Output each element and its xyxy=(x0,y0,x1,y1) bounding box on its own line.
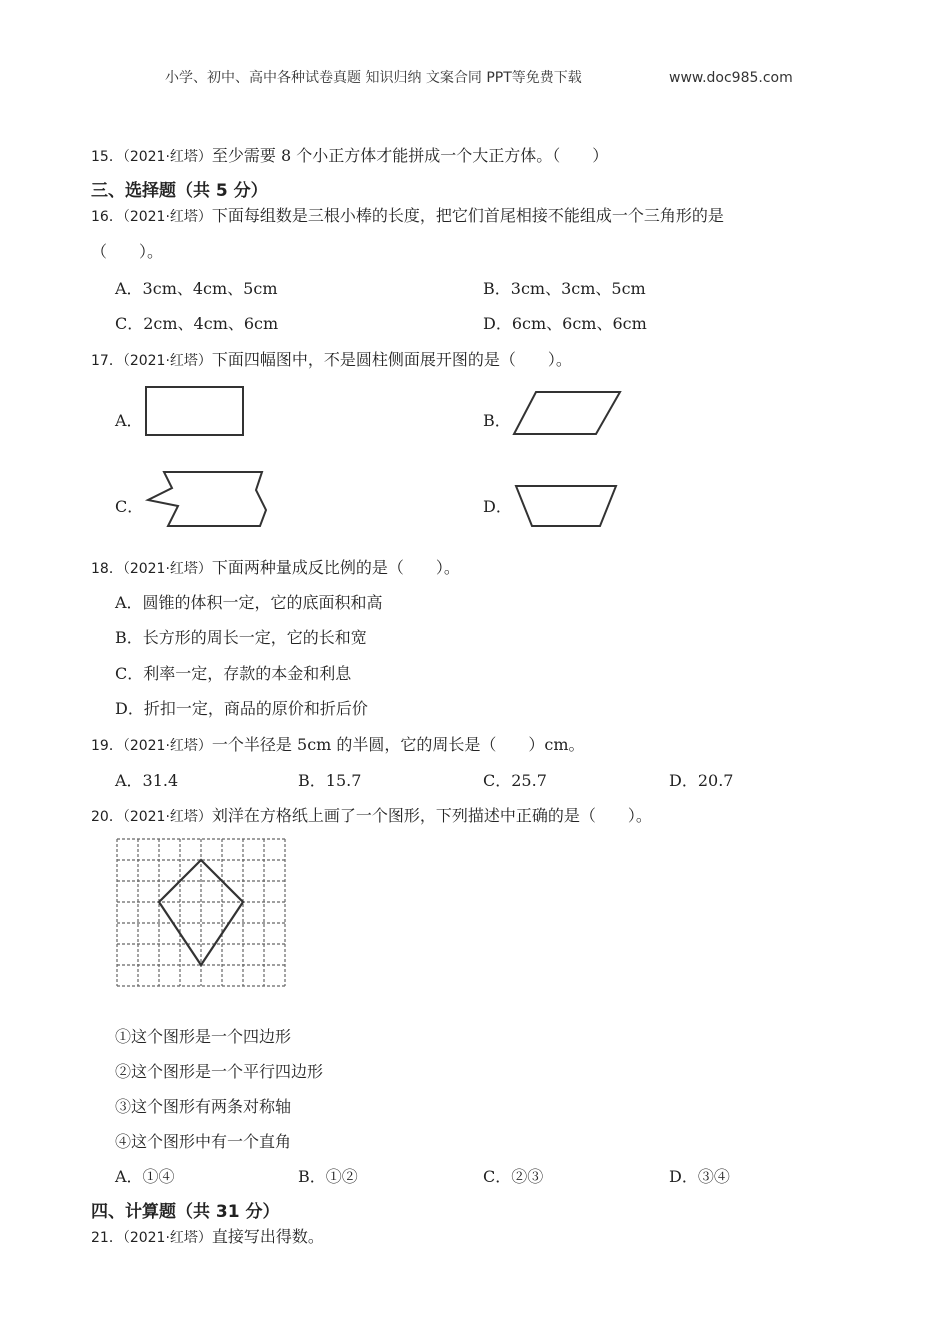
question-tag: （2021·红塔） xyxy=(122,209,212,225)
question-tag: （2021·红塔） xyxy=(122,353,212,369)
option-c: C． xyxy=(115,497,144,516)
question-tag: （2021·红塔） xyxy=(122,809,212,825)
option-d: D．6cm、6cm、6cm xyxy=(483,314,647,333)
option-b: B．15.7 xyxy=(298,771,362,790)
option-d: D．20.7 xyxy=(669,771,734,790)
question-tag: （2021·红塔） xyxy=(122,1230,212,1246)
option-c: C．②③ xyxy=(483,1167,544,1186)
jagged-shape-figure xyxy=(142,466,272,532)
question-text: 下面两种量成反比例的是（ ）。 xyxy=(211,558,460,577)
question-text: 下面每组数是三根小棒的长度，把它们首尾相接不能组成一个三角形的是 xyxy=(211,206,724,225)
option-b: B．①② xyxy=(298,1167,358,1186)
option-a: A．31.4 xyxy=(115,771,179,790)
question-tag: （2021·红塔） xyxy=(122,149,212,165)
question-text: 直接写出得数。 xyxy=(211,1227,324,1246)
rectangle-figure xyxy=(140,380,250,442)
option-d: D．③④ xyxy=(669,1167,730,1186)
option-b: B． xyxy=(483,411,511,430)
option-a: A． xyxy=(115,411,143,430)
question-tag: （2021·红塔） xyxy=(122,561,212,577)
question-text: 刘洋在方格纸上画了一个图形，下列描述中正确的是（ ）。 xyxy=(211,806,652,825)
question-number: 19． xyxy=(91,738,123,754)
option-c: C．25.7 xyxy=(483,771,547,790)
option-d: D． xyxy=(483,497,512,516)
section-title-choice: 三、选择题（共 5 分） xyxy=(91,181,268,201)
question-19 xyxy=(91,737,585,753)
question-tag: （2021·红塔） xyxy=(122,738,212,754)
question-number: 18． xyxy=(91,561,123,577)
question-number: 15． xyxy=(91,149,123,165)
header-site: www.doc985.com xyxy=(669,70,793,86)
option-a: A．3cm、4cm、5cm xyxy=(115,279,278,298)
option-d: D．折扣一定，商品的原价和折后价 xyxy=(115,699,368,718)
section-title-calculation: 四、计算题（共 31 分） xyxy=(91,1202,280,1222)
question-number: 17． xyxy=(91,353,123,369)
grid-kite-figure xyxy=(116,838,288,990)
trapezoid-figure xyxy=(510,480,622,532)
question-16-continuation: （ ）。 xyxy=(91,242,164,261)
statement-1: ①这个图形是一个四边形 xyxy=(115,1027,292,1046)
question-17 xyxy=(91,352,572,368)
option-b: B．3cm、3cm、5cm xyxy=(483,279,646,298)
question-number: 16． xyxy=(91,209,123,225)
question-number: 20． xyxy=(91,809,123,825)
question-number: 21． xyxy=(91,1230,123,1246)
option-a: A．圆锥的体积一定，它的底面积和高 xyxy=(115,593,383,612)
statement-4: ④这个图形中有一个直角 xyxy=(115,1132,292,1151)
option-c: C．2cm、4cm、6cm xyxy=(115,314,279,333)
question-text: 至少需要 8 个小正方体才能拼成一个大正方体。（ ） xyxy=(211,146,609,165)
option-b: B．长方形的周长一定，它的长和宽 xyxy=(115,628,367,647)
question-text: 一个半径是 5cm 的半圆，它的周长是（ ）cm。 xyxy=(211,735,585,754)
question-16 xyxy=(91,208,724,224)
parallelogram-figure xyxy=(508,386,626,440)
question-20 xyxy=(91,808,652,824)
header-banner: 小学、初中、高中各种试卷真题 知识归纳 文案合同 PPT等免费下载 xyxy=(165,70,582,86)
statement-2: ②这个图形是一个平行四边形 xyxy=(115,1062,324,1081)
question-21 xyxy=(91,1229,324,1245)
statement-3: ③这个图形有两条对称轴 xyxy=(115,1097,292,1116)
question-15 xyxy=(91,148,608,164)
question-18 xyxy=(91,560,460,576)
option-c: C．利率一定，存款的本金和利息 xyxy=(115,664,352,683)
question-text: 下面四幅图中，不是圆柱侧面展开图的是（ ）。 xyxy=(211,350,572,369)
option-a: A．①④ xyxy=(115,1167,175,1186)
